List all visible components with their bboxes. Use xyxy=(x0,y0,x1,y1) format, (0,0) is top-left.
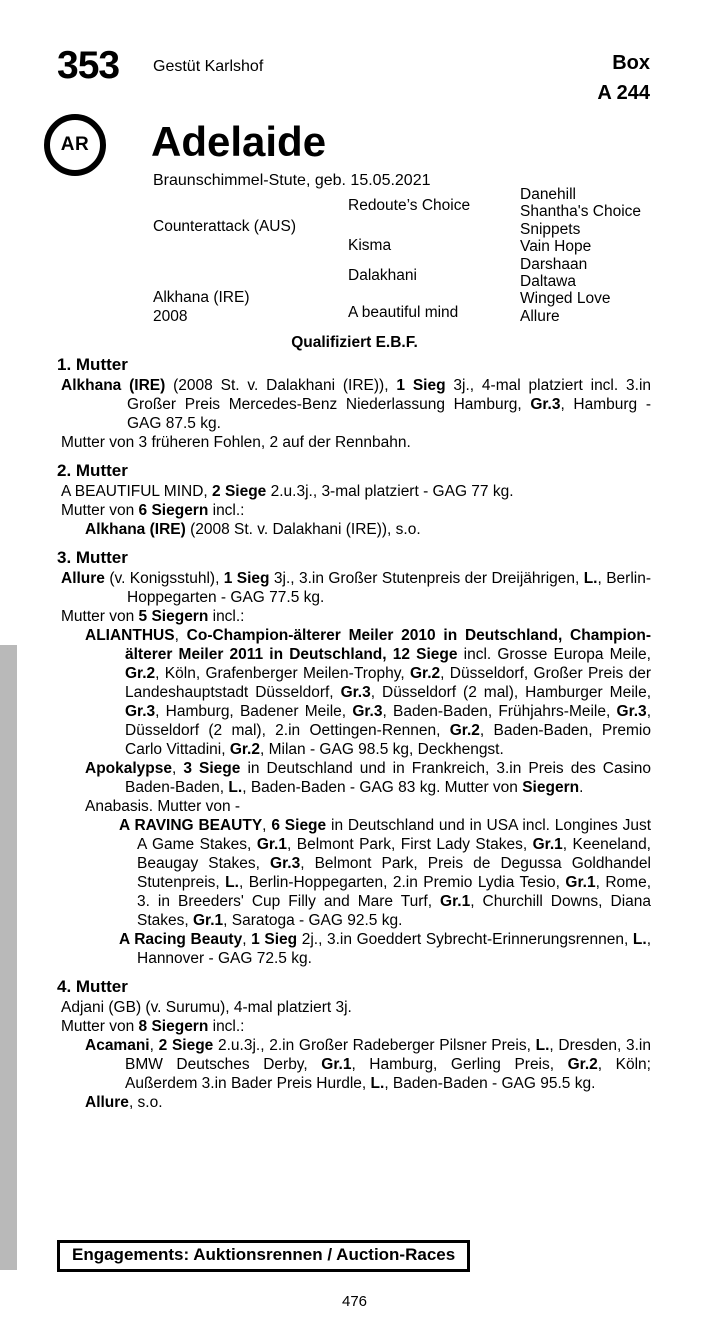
qualification-note: Qualifiziert E.B.F. xyxy=(291,334,418,351)
pedigree-text-paragraph: Apokalypse, 3 Siege in Deutschland und in Frankreich, 3.in Preis des Casino Baden-Baden, L., Baden-Baden - GAG 83 kg. Mutter von Siegern. xyxy=(85,760,652,796)
pedigree-gen2-dam-dam: A beautiful mind xyxy=(348,304,459,321)
pedigree-text-paragraph: Allure, s.o. xyxy=(85,1094,163,1111)
horse-description: Braunschimmel-Stute, geb. 15.05.2021 xyxy=(153,172,431,189)
pedigree-text-paragraph: Anabasis. Mutter von - xyxy=(85,798,241,815)
pedigree-text-paragraph: A BEAUTIFUL MIND, 2 Siege 2.u.3j., 3-mal platziert - GAG 77 kg. xyxy=(61,483,514,500)
pedigree-gen3 xyxy=(520,186,641,325)
pedigree-gen2-dam-sire: Dalakhani xyxy=(348,267,417,284)
pedigree-sire: Counterattack (AUS) xyxy=(153,218,296,235)
pedigree-gen3-name: Snippets xyxy=(520,220,581,238)
consignor-name: Gestüt Karlshof xyxy=(153,58,264,75)
pedigree-dam-name: Alkhana (IRE) xyxy=(153,289,250,306)
pedigree-text-paragraph: Adjani (GB) (v. Surumu), 4-mal platziert 3j. xyxy=(61,999,352,1016)
mutter-sections xyxy=(57,355,651,1112)
pedigree-text-paragraph: Alkhana (IRE) (2008 St. v. Dalakhani (IRE)), 1 Sieg 3j., 4-mal platziert incl. 3.in Großer Preis Mercedes-Benz Niederlassung Hamburg, Gr.3, Hamburg - GAG 87.5 kg. xyxy=(61,377,652,432)
pedigree-gen2-sire-sire: Redoute’s Choice xyxy=(348,197,471,214)
page-number: 476 xyxy=(341,1293,368,1310)
pedigree-dam-year: 2008 xyxy=(153,308,188,325)
box-number: A 244 xyxy=(597,82,650,104)
pedigree-gen3-name: Vain Hope xyxy=(520,238,592,256)
pedigree-gen3-name: Daltawa xyxy=(520,273,576,291)
pedigree-text-paragraph: Mutter von 5 Siegern incl.: xyxy=(61,608,245,625)
pedigree-text-paragraph: A RAVING BEAUTY, 6 Siege in Deutschland und in USA incl. Longines Just A Game Stakes, Gr.1, Belmont Park, First Lady Stakes, Gr.1, Keeneland, Beaugay Stakes, Gr.3, Belmont Park, Preis de Degussa Goldhandel Stutenpreis, L., Berlin-Hoppegarten, 2.in Premio Lydia Tesio, Gr.1, Rome, 3. in Breeders' Cup Filly and Mare Turf, Gr.1, Churchill Downs, Diana Stakes, Gr.1, Saratoga - GAG 92.5 kg. xyxy=(119,817,651,929)
pedigree-gen3-name: Allure xyxy=(520,307,560,325)
box-label: Box xyxy=(612,52,650,74)
brand-mark: AR xyxy=(60,134,90,155)
pedigree-text-paragraph: Mutter von 3 früheren Fohlen, 2 auf der Rennbahn. xyxy=(61,434,411,451)
lot-number: 353 xyxy=(57,44,120,87)
pedigree-dam xyxy=(153,288,249,326)
pedigree-gen3-name: Darshaan xyxy=(520,255,588,273)
section-heading: 2. Mutter xyxy=(57,461,128,480)
pedigree-text-paragraph: Mutter von 6 Siegern incl.: xyxy=(61,502,245,519)
brand-circle-icon xyxy=(44,114,106,176)
section-heading: 4. Mutter xyxy=(57,977,128,996)
pedigree-gen3-name: Shantha's Choice xyxy=(520,203,642,221)
pedigree-gen3-name: Danehill xyxy=(520,186,577,203)
pedigree-text-paragraph: ALIANTHUS, Co-Champion-älterer Meiler 2010 in Deutschland, Champion-älterer Meiler 2011 in Deutschland, 12 Siege incl. Grosse Europa Meile, Gr.2, Köln, Grafenberger Meilen-Trophy, Gr.2, Düsseldorf, Großer Preis der Landeshauptstadt Düsseldorf, Gr.3, Düsseldorf (2 mal), Hamburger Meile, Gr.3, Hamburg, Badener Meile, Gr.3, Baden-Baden, Frühjahrs-Meile, Gr.3, Düsseldorf (2 mal), 2.in Oettingen-Rennen, Gr.2, Baden-Baden, Premio Carlo Vittadini, Gr.2, Milan - GAG 98.5 kg, Deckhengst. xyxy=(85,627,652,758)
pedigree-text-paragraph: Mutter von 8 Siegern incl.: xyxy=(61,1018,245,1035)
pedigree-gen3-name: Winged Love xyxy=(520,290,611,308)
engagements-box: Engagements: Auktionsrennen / Auction-Races xyxy=(57,1240,470,1272)
pedigree-text-paragraph: Alkhana (IRE) (2008 St. v. Dalakhani (IRE)), s.o. xyxy=(85,521,421,538)
horse-name: Adelaide xyxy=(151,118,327,165)
section-heading: 3. Mutter xyxy=(57,548,128,567)
scan-edge-artifact xyxy=(0,645,17,1270)
pedigree-text-paragraph: Allure (v. Konigsstuhl), 1 Sieg 3j., 3.in Großer Stutenpreis der Dreijährigen, L., Berlin-Hoppegarten - GAG 77.5 kg. xyxy=(61,570,651,606)
pedigree-text-paragraph: Acamani, 2 Siege 2.u.3j., 2.in Großer Radeberger Pilsner Preis, L., Dresden, 3.in BMW Deutsches Derby, Gr.1, Hamburg, Gerling Preis, Gr.2, Köln; Außerdem 3.in Bader Preis Hurdle, L., Baden-Baden - GAG 95.5 kg. xyxy=(85,1037,651,1092)
pedigree-text-paragraph: A Racing Beauty, 1 Sieg 2j., 3.in Goeddert Sybrecht-Erinnerungsrennen, L., Hannover - GAG 72.5 kg. xyxy=(119,931,651,967)
pedigree-gen2-sire-dam: Kisma xyxy=(348,237,392,254)
box-info xyxy=(597,48,650,108)
section-heading: 1. Mutter xyxy=(57,355,128,374)
